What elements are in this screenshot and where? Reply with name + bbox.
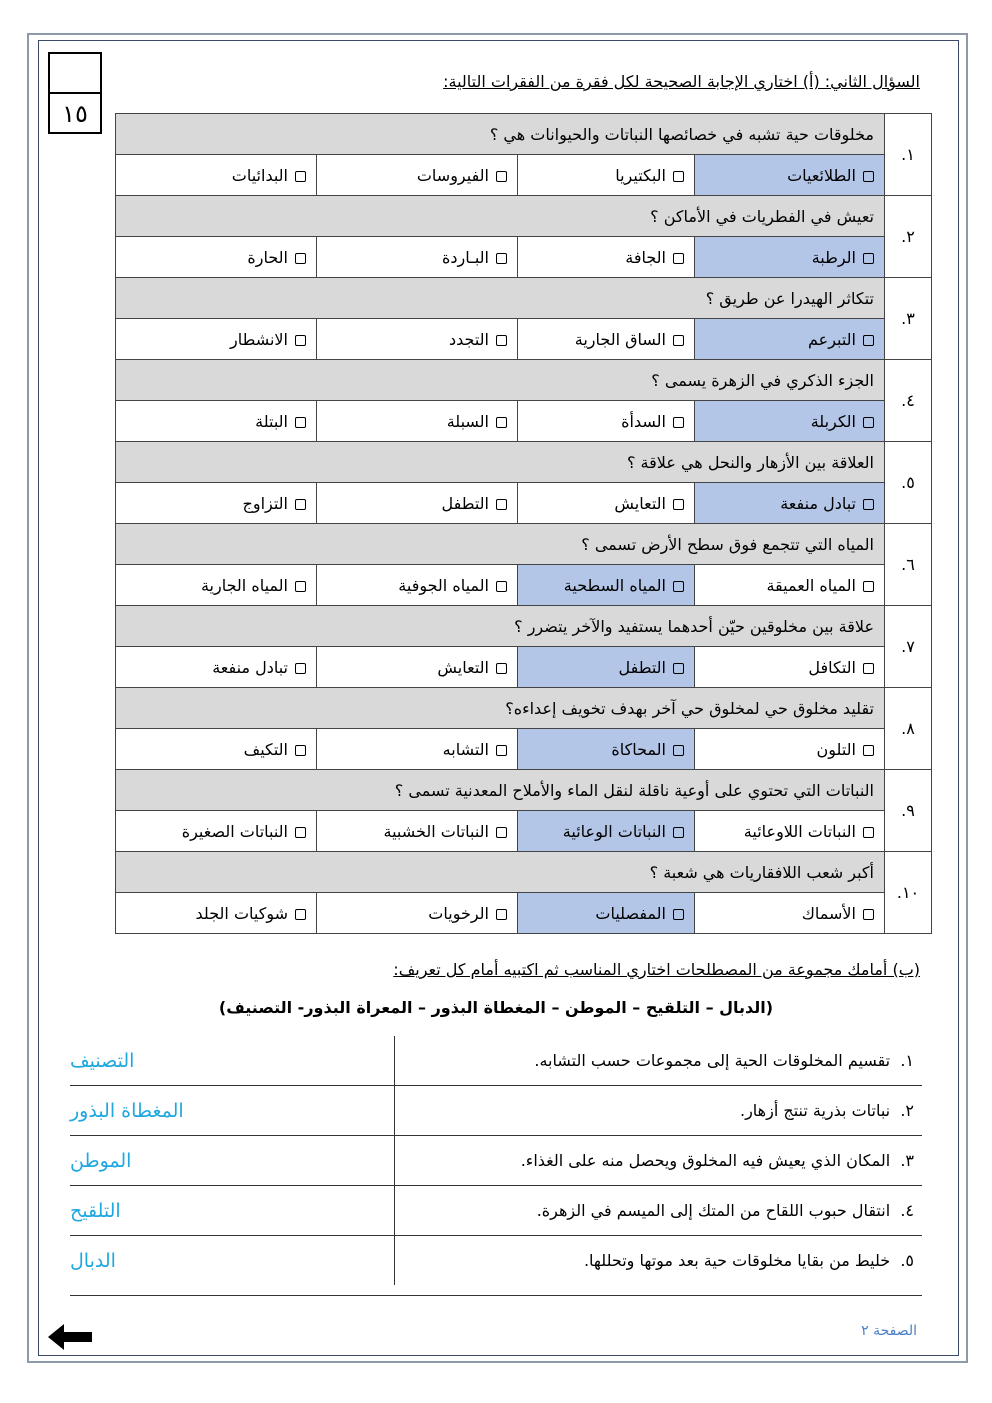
option-label: شوكيات الجلد <box>195 903 288 923</box>
options-row <box>116 483 932 524</box>
answer-option[interactable] <box>116 155 317 196</box>
options-row <box>116 647 932 688</box>
options-row <box>116 319 932 360</box>
question-row <box>116 278 932 319</box>
answer-option[interactable] <box>317 319 518 360</box>
arrow-left-icon[interactable] <box>48 1322 92 1352</box>
definition-statement: انتقال حبوب اللقاح من المتك إلى الميسم في الزهرة. <box>536 1201 891 1220</box>
answer-option-selected[interactable] <box>695 237 885 278</box>
checkbox-icon[interactable] <box>496 171 507 182</box>
column-divider <box>394 1086 395 1135</box>
checkbox-icon[interactable] <box>496 499 507 510</box>
question-text: تعيش في الفطريات في الأماكن ؟ <box>116 196 885 237</box>
score-value: ١٥ <box>62 100 88 128</box>
checkbox-icon[interactable] <box>496 335 507 346</box>
definition-text <box>404 1086 914 1135</box>
checkbox-icon[interactable] <box>863 581 874 592</box>
question-text: العلاقة بين الأزهار والنحل هي علاقة ؟ <box>116 442 885 483</box>
option-label: تبادل منفعة <box>780 493 856 513</box>
answer-field[interactable]: المغطاة البذور <box>70 1099 184 1122</box>
definition-number: ٥. <box>900 1251 914 1270</box>
checkbox-icon[interactable] <box>496 663 507 674</box>
checkbox-icon[interactable] <box>863 417 874 428</box>
option-label: الانشطار <box>229 329 288 349</box>
answer-option[interactable] <box>116 319 317 360</box>
definition-row <box>70 1086 922 1136</box>
checkbox-icon[interactable] <box>496 417 507 428</box>
option-label: المفصليات <box>595 903 666 923</box>
options-row <box>116 565 932 606</box>
answer-option[interactable] <box>317 729 518 770</box>
option-label: الحارة <box>247 247 288 267</box>
definition-statement: المكان الذي يعيش فيه المخلوق ويحصل منه على الغذاء. <box>520 1151 891 1170</box>
option-label: البكتيريا <box>615 165 666 185</box>
option-label: السبلة <box>446 411 489 431</box>
answer-option[interactable] <box>695 647 885 688</box>
answer-option-selected[interactable] <box>695 483 885 524</box>
option-label: التعايش <box>437 657 489 677</box>
answer-option[interactable] <box>317 811 518 852</box>
options-row <box>116 729 932 770</box>
definition-number: ٣. <box>900 1151 914 1170</box>
checkbox-icon[interactable] <box>673 663 684 674</box>
checkbox-icon[interactable] <box>295 745 306 756</box>
question-text: مخلوقات حية تشبه في خصائصها النباتات والحيوانات هي ؟ <box>116 114 885 155</box>
answer-option-selected[interactable] <box>518 811 695 852</box>
question-row <box>116 442 932 483</box>
definition-statement: نباتات بذرية تنتج أزهار. <box>739 1101 891 1120</box>
checkbox-icon[interactable] <box>863 909 874 920</box>
question-text: أكبر شعب اللافقاريات هي شعبة ؟ <box>116 852 885 893</box>
answer-option-selected[interactable] <box>695 401 885 442</box>
answer-option[interactable] <box>518 319 695 360</box>
question-row <box>116 360 932 401</box>
question-number: ١. <box>885 114 932 196</box>
question-text: الجزء الذكري في الزهرة يسمى ؟ <box>116 360 885 401</box>
answer-option[interactable] <box>518 155 695 196</box>
definition-text <box>404 1136 914 1185</box>
option-label: التكيف <box>243 739 288 759</box>
column-divider <box>394 1036 395 1085</box>
question-number: ٥. <box>885 442 932 524</box>
checkbox-icon[interactable] <box>863 253 874 264</box>
column-divider <box>394 1136 395 1185</box>
question-text: علاقة بين مخلوقين حيّن أحدهما يستفيد والآخر يتضرر ؟ <box>116 606 885 647</box>
answer-option[interactable] <box>695 811 885 852</box>
checkbox-icon[interactable] <box>295 171 306 182</box>
question-number: ٤. <box>885 360 932 442</box>
option-label: التبرعم <box>808 329 856 349</box>
checkbox-icon[interactable] <box>673 909 684 920</box>
question-row <box>116 770 932 811</box>
question-number: ٧. <box>885 606 932 688</box>
question-row <box>116 606 932 647</box>
checkbox-icon[interactable] <box>496 909 507 920</box>
question-number: ٣. <box>885 278 932 360</box>
answer-option[interactable] <box>116 237 317 278</box>
options-row <box>116 237 932 278</box>
option-label: الجافة <box>625 247 666 267</box>
option-label: النباتات الخشبية <box>383 821 489 841</box>
option-label: المياه السطحية <box>563 575 666 595</box>
option-label: الرخويات <box>428 903 489 923</box>
option-label: المحاكاة <box>611 739 666 759</box>
answer-option[interactable] <box>116 483 317 524</box>
question-row <box>116 852 932 893</box>
mcq-table <box>115 113 932 934</box>
answer-option[interactable] <box>317 893 518 934</box>
options-row <box>116 893 932 934</box>
definition-text <box>404 1236 914 1285</box>
option-label: النباتات الصغيرة <box>181 821 288 841</box>
checkbox-icon[interactable] <box>673 499 684 510</box>
answer-option[interactable] <box>518 237 695 278</box>
question-number: ٢. <box>885 196 932 278</box>
answer-option[interactable] <box>116 729 317 770</box>
definition-number: ١. <box>900 1051 914 1070</box>
answer-option-selected[interactable] <box>695 155 885 196</box>
option-label: البتلة <box>255 411 288 431</box>
checkbox-icon[interactable] <box>673 827 684 838</box>
answer-option[interactable] <box>695 565 885 606</box>
answer-option-selected[interactable] <box>695 319 885 360</box>
bottom-divider <box>70 1295 922 1296</box>
question-row <box>116 196 932 237</box>
option-label: المياه العميقة <box>766 575 856 595</box>
question-text: تقليد مخلوق حي لمخلوق حي آخر بهدف تخويف إعداءه؟ <box>116 688 885 729</box>
section-a-heading: السؤال الثاني: (أ) اختاري الإجابة الصحيحة لكل فقرة من الفقرات التالية: <box>443 72 920 91</box>
option-label: التجدد <box>449 329 489 349</box>
option-label: النباتات الوعائية <box>562 821 666 841</box>
option-label: الساق الجارية <box>574 329 666 349</box>
answer-option[interactable] <box>116 893 317 934</box>
answer-option-selected[interactable] <box>518 893 695 934</box>
checkbox-icon[interactable] <box>673 417 684 428</box>
checkbox-icon[interactable] <box>863 827 874 838</box>
answer-option[interactable] <box>116 647 317 688</box>
option-label: الرطبة <box>811 247 856 267</box>
checkbox-icon[interactable] <box>863 335 874 346</box>
answer-option[interactable] <box>317 237 518 278</box>
question-text: تتكاثر الهيدرا عن طريق ؟ <box>116 278 885 319</box>
definition-row <box>70 1036 922 1086</box>
checkbox-icon[interactable] <box>295 909 306 920</box>
option-label: التزاوج <box>242 493 288 513</box>
checkbox-icon[interactable] <box>496 253 507 264</box>
answer-option[interactable] <box>695 729 885 770</box>
checkbox-icon[interactable] <box>496 745 507 756</box>
answer-field[interactable]: التلقيح <box>70 1199 121 1222</box>
options-row <box>116 811 932 852</box>
question-number: ٩. <box>885 770 932 852</box>
question-number: ٦. <box>885 524 932 606</box>
option-label: البـاردة <box>442 247 489 267</box>
checkbox-icon[interactable] <box>863 171 874 182</box>
answer-option[interactable] <box>317 401 518 442</box>
question-row <box>116 114 932 155</box>
option-label: المياه الجوفية <box>398 575 489 595</box>
option-label: النباتات اللاوعائية <box>743 821 856 841</box>
option-label: التطفل <box>441 493 489 513</box>
answer-field[interactable]: الموطن <box>70 1149 132 1172</box>
answer-option[interactable] <box>695 893 885 934</box>
definition-text <box>404 1186 914 1235</box>
checkbox-icon[interactable] <box>496 581 507 592</box>
option-label: الفيروسات <box>416 165 489 185</box>
answer-option[interactable] <box>317 483 518 524</box>
option-label: المياه الجارية <box>200 575 288 595</box>
checkbox-icon[interactable] <box>863 663 874 674</box>
checkbox-icon[interactable] <box>295 253 306 264</box>
checkbox-icon[interactable] <box>295 663 306 674</box>
option-label: التشابه <box>442 739 489 759</box>
definitions-table <box>70 1036 922 1285</box>
answer-field[interactable]: الدبال <box>70 1249 116 1272</box>
checkbox-icon[interactable] <box>673 581 684 592</box>
answer-option-selected[interactable] <box>518 729 695 770</box>
question-row <box>116 688 932 729</box>
checkbox-icon[interactable] <box>863 499 874 510</box>
answer-field[interactable]: التصنيف <box>70 1049 135 1072</box>
question-number: ٨. <box>885 688 932 770</box>
checkbox-icon[interactable] <box>673 171 684 182</box>
answer-option[interactable] <box>116 401 317 442</box>
checkbox-icon[interactable] <box>673 253 684 264</box>
checkbox-icon[interactable] <box>673 335 684 346</box>
checkbox-icon[interactable] <box>496 827 507 838</box>
option-label: تبادل منفعة <box>212 657 288 677</box>
definition-row <box>70 1186 922 1236</box>
option-label: التكافل <box>808 657 856 677</box>
page-number: الصفحة ٢ <box>861 1323 917 1339</box>
column-divider <box>394 1236 395 1285</box>
definition-row <box>70 1236 922 1285</box>
answer-option-selected[interactable] <box>518 565 695 606</box>
question-text: النباتات التي تحتوي على أوعية ناقلة لنقل الماء والأملاح المعدنية تسمى ؟ <box>116 770 885 811</box>
terms-list: (الدبال – التلقيح – الموطن – المغطاة البذور – المعراة البذور- التصنيف) <box>218 998 774 1017</box>
definition-statement: تقسيم المخلوقات الحية إلى مجموعات حسب التشابه. <box>534 1051 891 1070</box>
options-row <box>116 401 932 442</box>
definition-text <box>404 1036 914 1085</box>
definition-number: ٤. <box>900 1201 914 1220</box>
option-label: البدائيات <box>231 165 288 185</box>
definition-number: ٢. <box>900 1101 914 1120</box>
option-label: التلون <box>816 739 856 759</box>
checkbox-icon[interactable] <box>863 745 874 756</box>
option-label: التعايش <box>614 493 666 513</box>
option-label: التطفل <box>618 657 666 677</box>
section-b-heading: (ب) أمامك مجموعة من المصطلحات اختاري المناسب ثم اكتبيه أمام كل تعريف: <box>393 960 920 979</box>
option-label: الكربلة <box>810 411 856 431</box>
checkbox-icon[interactable] <box>295 827 306 838</box>
answer-option[interactable] <box>317 565 518 606</box>
answer-option-selected[interactable] <box>518 647 695 688</box>
answer-option[interactable] <box>116 811 317 852</box>
checkbox-icon[interactable] <box>295 417 306 428</box>
question-number: ١٠. <box>885 852 932 934</box>
answer-option[interactable] <box>116 565 317 606</box>
definition-statement: خليط من بقايا مخلوقات حية بعد موتها وتحللها. <box>583 1251 891 1270</box>
answer-option[interactable] <box>317 647 518 688</box>
question-row <box>116 524 932 565</box>
score-box-blank <box>50 54 100 94</box>
answer-option[interactable] <box>317 155 518 196</box>
column-divider <box>394 1186 395 1235</box>
option-label: الأسماك <box>801 903 856 923</box>
question-text: المياه التي تتجمع فوق سطح الأرض تسمى ؟ <box>116 524 885 565</box>
answer-option[interactable] <box>518 483 695 524</box>
checkbox-icon[interactable] <box>295 499 306 510</box>
score-box <box>48 52 102 134</box>
answer-option[interactable] <box>518 401 695 442</box>
checkbox-icon[interactable] <box>673 745 684 756</box>
checkbox-icon[interactable] <box>295 581 306 592</box>
options-row <box>116 155 932 196</box>
option-label: السدأة <box>621 411 666 431</box>
definition-row <box>70 1136 922 1186</box>
checkbox-icon[interactable] <box>295 335 306 346</box>
option-label: الطلائعيات <box>787 165 856 185</box>
